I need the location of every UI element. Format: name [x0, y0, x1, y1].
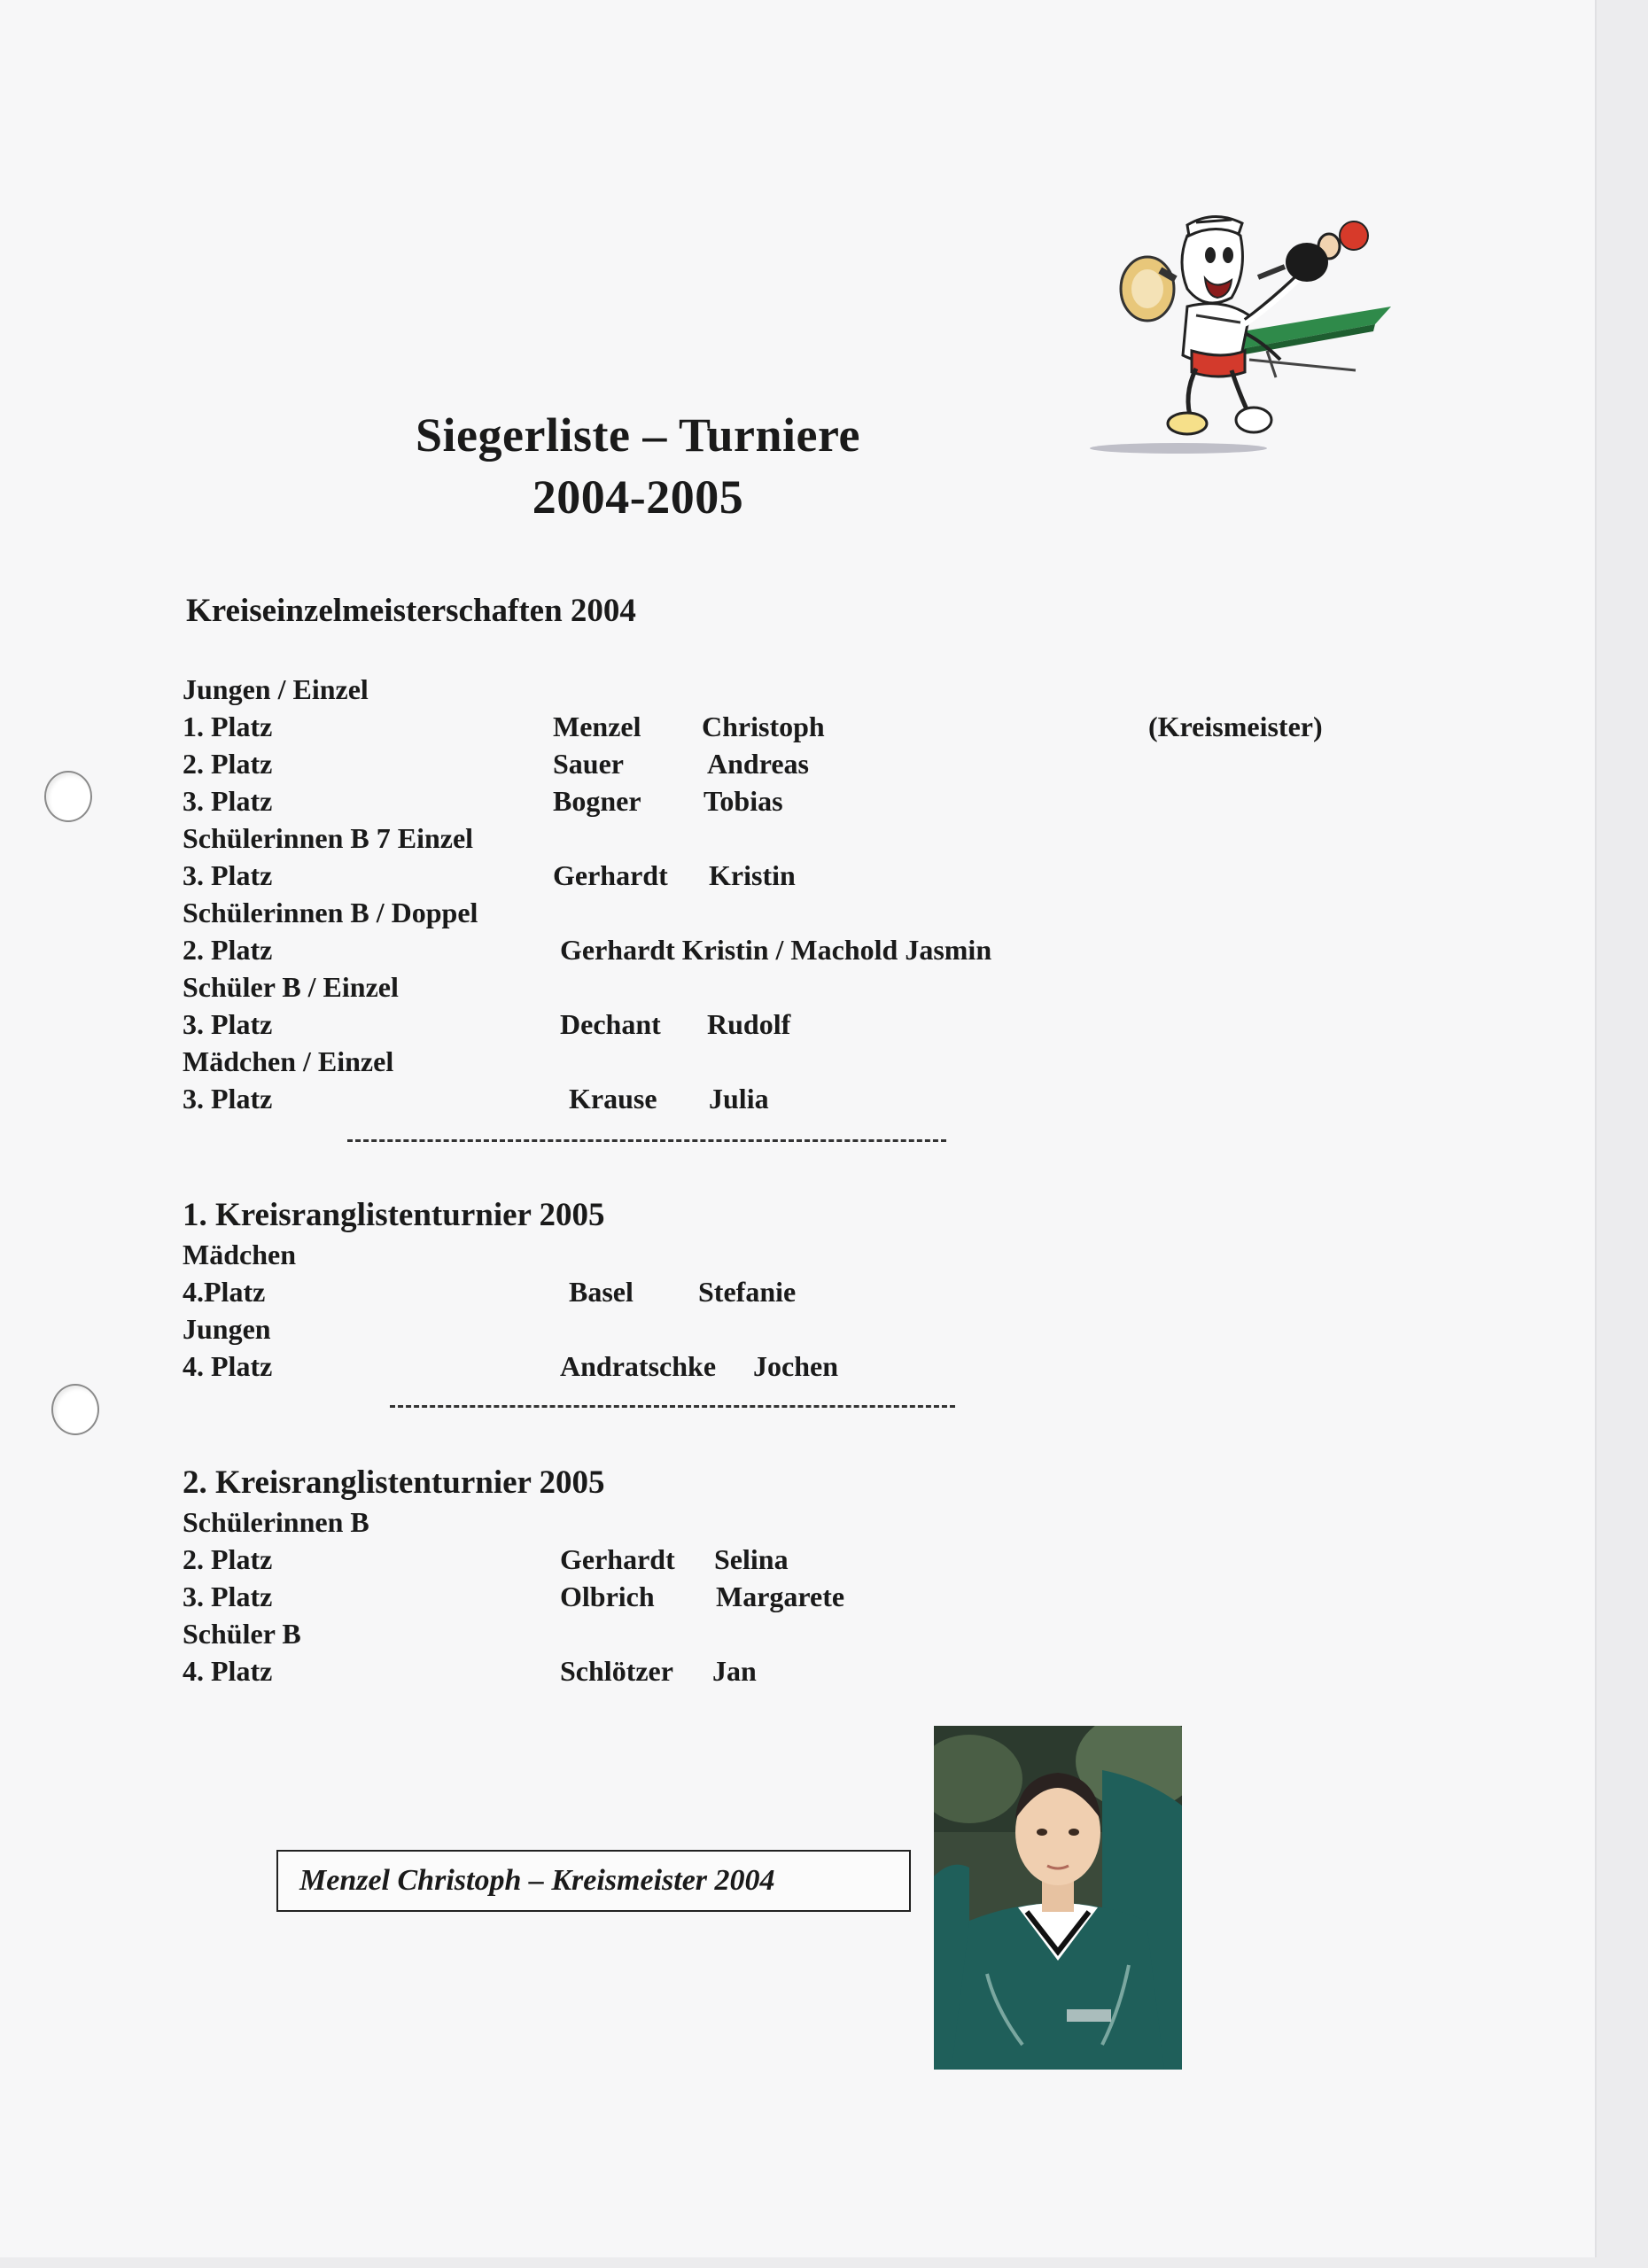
winner-lastname: Krause	[569, 1083, 657, 1115]
category-label: Schülerinnen B	[183, 1506, 369, 1538]
scan-bottom-edge	[0, 2257, 1648, 2268]
place-label: 2. Platz	[183, 1543, 273, 1575]
place-label: 1. Platz	[183, 711, 273, 742]
winner-lastname: Sauer	[553, 748, 624, 780]
photo-caption-box	[276, 1850, 911, 1912]
category-label: Jungen / Einzel	[183, 673, 369, 705]
category-label: Schüler B / Einzel	[183, 971, 399, 1003]
winner-lastname: Menzel	[553, 711, 641, 742]
photo-caption: Menzel Christoph – Kreismeister 2004	[299, 1864, 775, 1897]
place-label: 4. Platz	[183, 1655, 273, 1687]
category-label: Schülerinnen B 7 Einzel	[183, 822, 474, 854]
place-label: 2. Platz	[183, 748, 273, 780]
winner-lastname: Basel	[569, 1276, 634, 1308]
winner-lastname: Bogner	[553, 785, 641, 817]
winner-firstname: Julia	[709, 1083, 769, 1115]
place-label: 3. Platz	[183, 1083, 273, 1115]
winner-note: (Kreismeister)	[1148, 711, 1323, 742]
winner-lastname: Gerhardt	[553, 859, 668, 891]
winner-firstname: Jochen	[753, 1350, 838, 1382]
winner-lastname: Schlötzer	[560, 1655, 673, 1687]
winner-firstname: Rudolf	[707, 1008, 791, 1040]
category-label: Mädchen	[183, 1239, 296, 1270]
winner-firstname: Margarete	[716, 1581, 845, 1612]
scan-page-edge	[1595, 0, 1648, 2268]
place-label: 3. Platz	[183, 1008, 273, 1040]
winner-lastname: Andratschke	[560, 1350, 717, 1382]
place-label: 4. Platz	[183, 1350, 273, 1382]
category-label: Schülerinnen B / Doppel	[183, 897, 478, 928]
category-label: Jungen	[183, 1313, 271, 1345]
winner-lastname: Olbrich	[560, 1581, 655, 1612]
winner-firstname: Selina	[714, 1543, 789, 1575]
winner-firstname: Kristin	[709, 859, 796, 891]
portrait-photo-icon	[934, 1726, 1182, 2070]
category-label: Mädchen / Einzel	[183, 1045, 394, 1077]
punch-hole-icon	[51, 1384, 99, 1435]
page-title: Siegerliste – Turniere	[416, 408, 860, 462]
winner-firstname: Tobias	[704, 785, 783, 817]
winner-firstname: Jan	[712, 1655, 757, 1687]
place-label: 3. Platz	[183, 1581, 273, 1612]
winner-firstname: Stefanie	[698, 1276, 797, 1308]
category-label: Schüler B	[183, 1618, 301, 1650]
winner-lastname: Gerhardt	[560, 1543, 675, 1575]
winner-lastname: Dechant	[560, 1008, 661, 1040]
page-title-years: 2004-2005	[532, 470, 744, 524]
punch-hole-icon	[44, 771, 92, 822]
dashed-divider	[390, 1405, 955, 1408]
dashed-divider	[347, 1139, 946, 1142]
table-tennis-mascot-icon	[1063, 174, 1400, 466]
section-heading: Kreiseinzelmeisterschaften 2004	[186, 593, 636, 629]
place-label: 4.Platz	[183, 1276, 266, 1308]
section-heading: 2. Kreisranglistenturnier 2005	[183, 1464, 605, 1501]
winner-firstname: Christoph	[702, 711, 825, 742]
place-label: 3. Platz	[183, 785, 273, 817]
winner-doubles: Gerhardt Kristin / Machold Jasmin	[560, 934, 992, 966]
section-heading: 1. Kreisranglistenturnier 2005	[183, 1197, 605, 1233]
winner-firstname: Andreas	[707, 748, 809, 780]
place-label: 3. Platz	[183, 859, 273, 891]
place-label: 2. Platz	[183, 934, 273, 966]
